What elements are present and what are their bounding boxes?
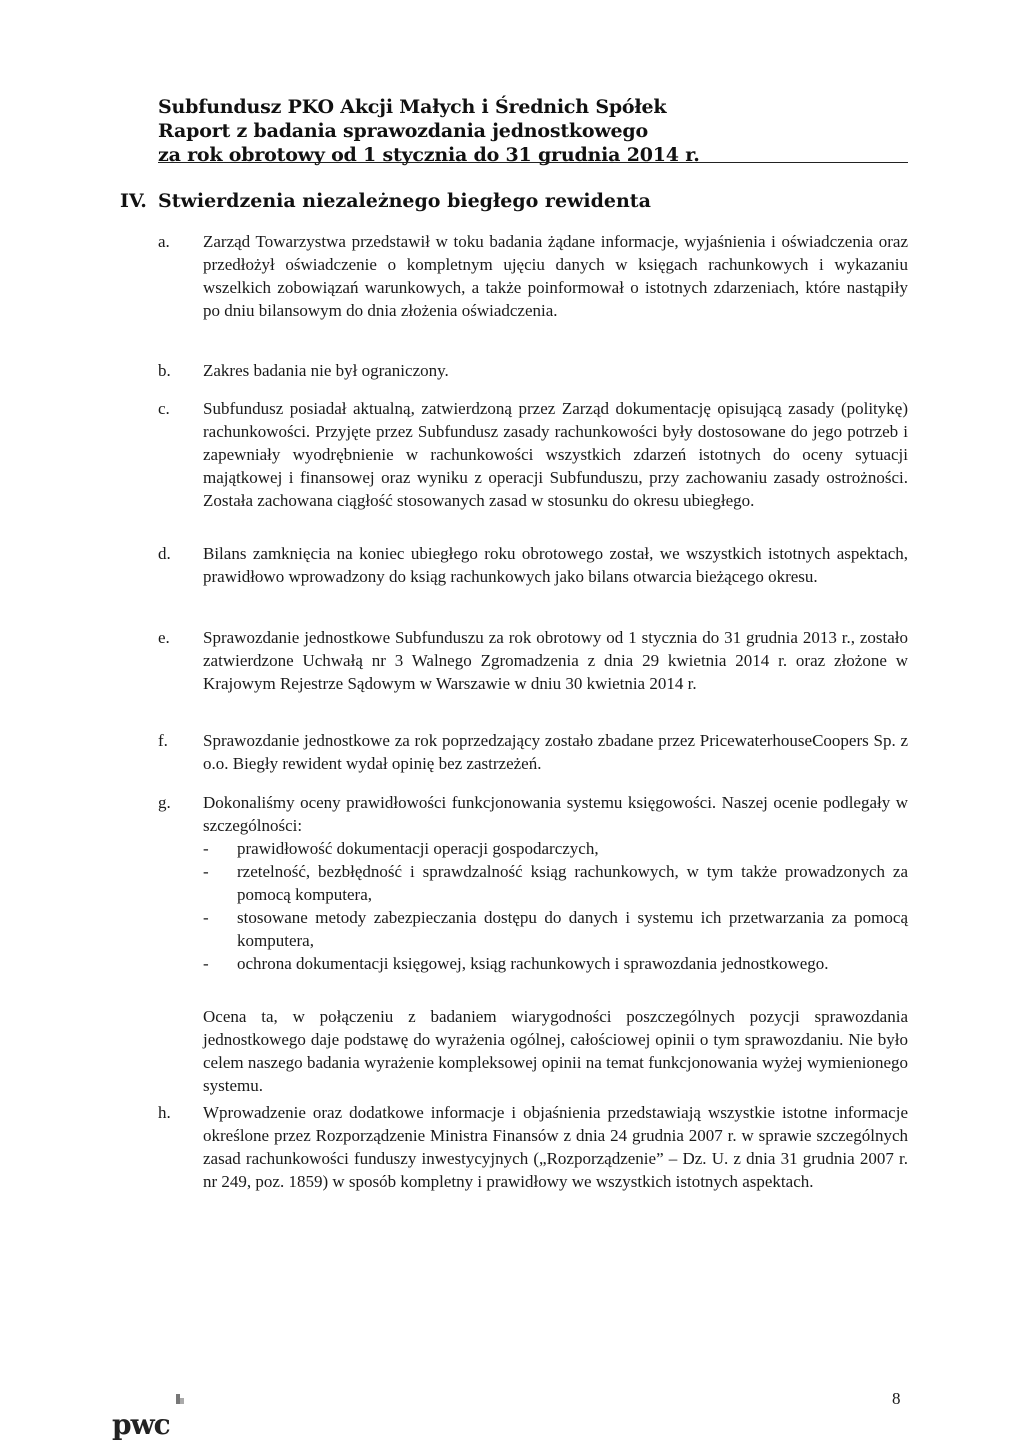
item-letter: a. xyxy=(158,232,170,251)
item-letter: e. xyxy=(158,628,170,647)
list-item xyxy=(203,837,908,860)
bullet-marker: - xyxy=(203,908,209,927)
item-conclusion: Ocena ta, w połączeniu z badaniem wiarygodności poszczególnych pozycji sprawozdania jednostkowego daje podstawę do wyrażenia ogólnej, całościowej opinii o tym sprawozdaniu. Nie było celem naszego badania wyrażenie kompleksowej opinii na temat funkcjonowania wyżej wymienionego systemu. xyxy=(203,1007,908,1095)
item-letter: f. xyxy=(158,731,168,750)
item-text: Subfundusz posiadał aktualną, zatwierdzoną przez Zarząd dokumentację opisującą zasady (politykę) rachunkowości. Przyjęte przez Subfundusz zasady rachunkowości były dostosowane do jego potrzeb i zapewniały wyodrębnienie w rachunkowości wszystkich zdarzeń istotnych do oceny sytuacji majątkowej i finansowej oraz wyniku z operacji Subfunduszu, przy zachowaniu zasady ostrożności. Została zachowana ciągłość stosowanych zasad w stosunku do okresu ubiegłego. xyxy=(203,399,908,510)
report-period: za rok obrotowy od 1 stycznia do 31 grudnia 2014 r. xyxy=(158,144,700,166)
item-text: Zarząd Towarzystwa przedstawił w toku badania żądane informacje, wyjaśnienia i oświadczenia oraz przedłożył oświadczenie o kompletnym ujęciu danych w księgach rachunkowych i wykazaniu wszelkich zobowiązań warunkowych, a także poinformował o istotnych zdarzeniach, które nastąpiły po dniu bilansowym do dnia złożenia oświadczenia. xyxy=(203,232,908,320)
assessment-list xyxy=(203,837,908,975)
section-number: IV. xyxy=(120,190,147,212)
list-item-text: rzetelność, bezbłędność i sprawdzalność ksiąg rachunkowych, w tym także prowadzonych za pomocą komputera, xyxy=(237,862,908,904)
list-item-text: ochrona dokumentacji księgowej, ksiąg rachunkowych i sprawozdania jednostkowego. xyxy=(237,954,829,973)
list-item xyxy=(203,906,908,952)
list-item xyxy=(203,860,908,906)
item-text: Sprawozdanie jednostkowe Subfunduszu za rok obrotowy od 1 stycznia do 31 grudnia 2013 r., zostało zatwierdzone Uchwałą nr 3 Walnego Zgromadzenia z dnia 29 kwietnia 2014 r. oraz złożone w Krajowym Rejestrze Sądowym w Warszawie w dniu 30 kwietnia 2014 r. xyxy=(203,628,908,693)
item-letter: d. xyxy=(158,544,171,563)
pwc-logo: pwc xyxy=(112,1408,170,1441)
item-text: Zakres badania nie był ograniczony. xyxy=(203,361,449,380)
bullet-marker: - xyxy=(203,862,209,881)
bullet-marker: - xyxy=(203,839,209,858)
item-text: Bilans zamknięcia na koniec ubiegłego roku obrotowego został, we wszystkich istotnych aspektach, prawidłowo wprowadzony do ksiąg rachunkowych jako bilans otwarcia bieżącego okresu. xyxy=(203,544,908,586)
item-letter: c. xyxy=(158,399,170,418)
item-letter: h. xyxy=(158,1103,171,1122)
item-text: Dokonaliśmy oceny prawidłowości funkcjonowania systemu księgowości. Naszej ocenie podlegały w szczególności: xyxy=(203,793,908,835)
item-text: Sprawozdanie jednostkowe za rok poprzedzający zostało zbadane przez PricewaterhouseCoopers Sp. z o.o. Biegły rewident wydał opinię bez zastrzeżeń. xyxy=(203,731,908,773)
bullet-marker: - xyxy=(203,954,209,973)
header-divider xyxy=(158,162,908,163)
section-title: Stwierdzenia niezależnego biegłego rewidenta xyxy=(158,190,651,212)
report-header xyxy=(158,95,908,167)
item-letter: g. xyxy=(158,793,171,812)
item-letter: b. xyxy=(158,361,171,380)
list-item-text: stosowane metody zabezpieczania dostępu do danych i systemu ich przetwarzania za pomocą komputera, xyxy=(237,908,908,950)
report-title: Raport z badania sprawozdania jednostkowego xyxy=(158,120,648,142)
pwc-logo-mark-icon xyxy=(172,1392,186,1406)
item-text: Wprowadzenie oraz dodatkowe informacje i objaśnienia przedstawiają wszystkie istotne informacje określone przez Rozporządzenie Ministra Finansów z dnia 24 grudnia 2007 r. w sprawie szczególnych zasad rachunkowości funduszy inwestycyjnych („Rozporządzenie” – Dz. U. z dnia 31 grudnia 2007 r. nr 249, poz. 1859) w sposób kompletny i prawidłowy we wszystkich istotnych aspektach. xyxy=(203,1103,908,1191)
page-number: 8 xyxy=(892,1389,901,1408)
fund-name: Subfundusz PKO Akcji Małych i Średnich Spółek xyxy=(158,96,667,118)
list-item xyxy=(203,952,908,975)
list-item-text: prawidłowość dokumentacji operacji gospodarczych, xyxy=(237,839,599,858)
